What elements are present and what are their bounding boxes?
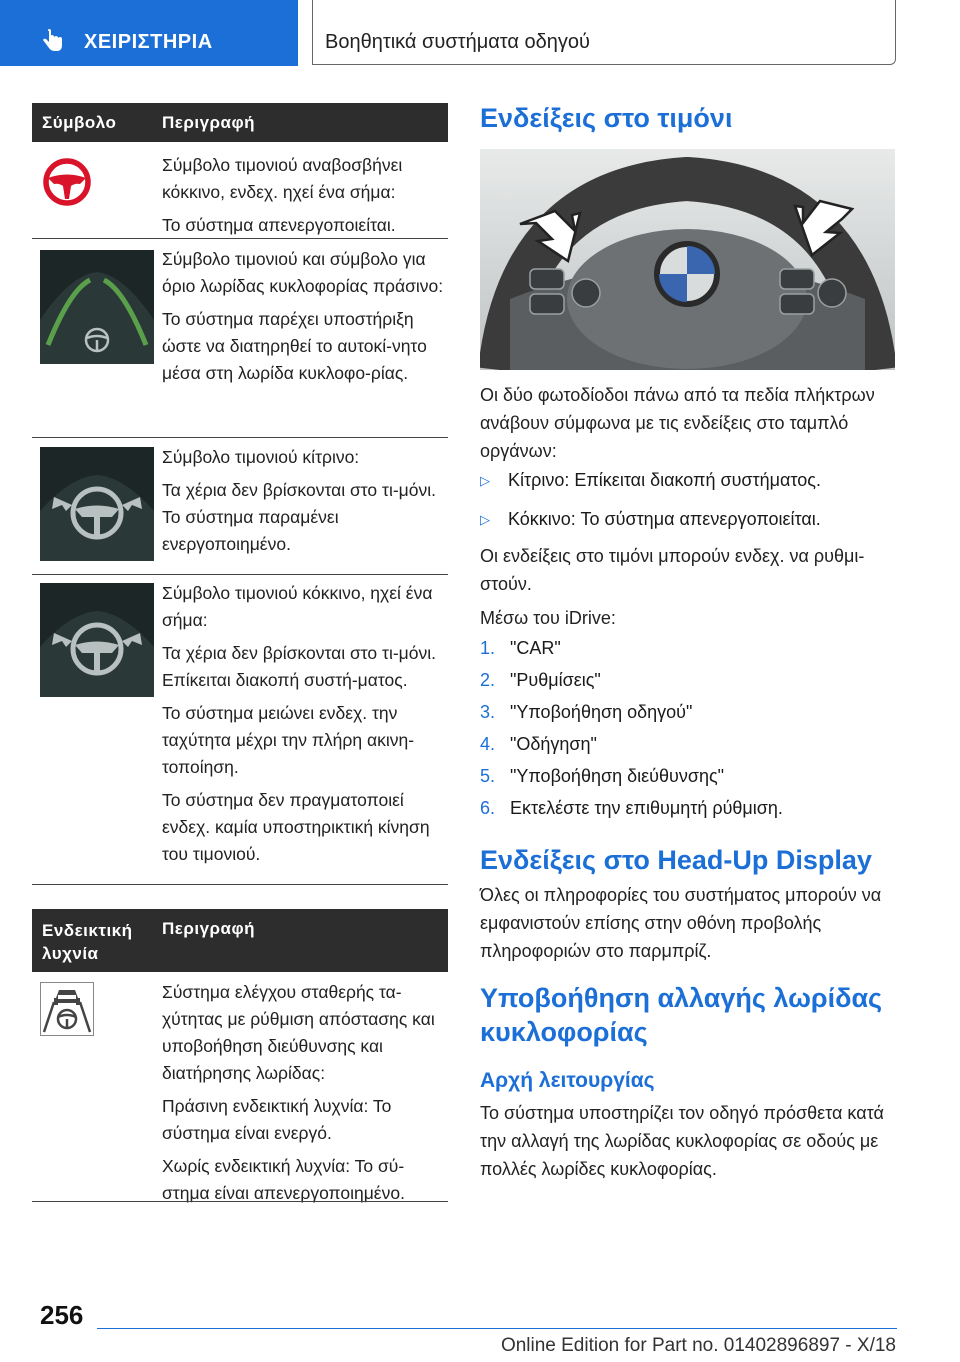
list-item xyxy=(480,505,895,534)
chapter-title: ΧΕΙΡΙΣΤΗΡΙΑ xyxy=(84,31,213,53)
step-item xyxy=(480,634,895,666)
paragraph: Το σύστημα απενεργοποιείται. xyxy=(162,215,396,235)
step-number: 4. xyxy=(480,734,496,754)
step-item xyxy=(480,698,895,730)
step-item xyxy=(480,730,895,762)
paragraph: Το σύστημα παρέχει υποστήριξη ώστε να διατηρηθεί το αυτοκί-νητο μέσα στη λωρίδα κυκλοφο-ρίας. xyxy=(162,309,427,383)
row-divider xyxy=(32,437,448,438)
step-item xyxy=(480,794,895,826)
table1-row3-text xyxy=(162,444,444,564)
step-text: "Ρυθμίσεις" xyxy=(510,670,601,690)
paragraph: Σύμβολο τιμονιού κίτρινο: xyxy=(162,447,360,467)
paragraph: Τα χέρια δεν βρίσκονται στο τι-μόνι. Το σύστημα παραμένει ενεργοποιημένο. xyxy=(162,480,436,554)
page-number: 256 xyxy=(40,1300,84,1330)
hand-pointer-icon xyxy=(40,28,66,54)
steering-wheel-buttons-photo xyxy=(480,149,895,370)
heading-steering-indicators: Ενδείξεις στο τιμόνι xyxy=(480,103,733,133)
step-number: 2. xyxy=(480,670,496,690)
indicator-bullet-list xyxy=(480,460,895,534)
paragraph: Οι ενδείξεις στο τιμόνι μπορούν ενδεχ. να ρυθμι-στούν. xyxy=(480,546,865,594)
paragraph: Σύμβολο τιμονιού και σύμβολο για όριο λωρίδας κυκλοφορίας πράσινο: xyxy=(162,249,444,296)
step-item xyxy=(480,762,895,794)
step-text: "Υποβοήθηση διεύθυνσης" xyxy=(510,766,725,786)
footer-edition: Online Edition for Part no. 01402896897 - X/18 xyxy=(500,1335,896,1356)
table1-row2-text xyxy=(162,246,444,393)
table2-header xyxy=(32,909,448,972)
principle-text xyxy=(480,1099,895,1183)
paragraph: Το σύστημα δεν πραγματοποιεί ενδεχ. καμία υποστηρικτική κίνηση του τιμονιού. xyxy=(162,790,430,864)
hands-off-yellow-image xyxy=(40,447,154,561)
table2-header-description: Περιγραφή xyxy=(162,919,256,938)
row-divider xyxy=(32,574,448,575)
step-text: Εκτελέστε την επιθυμητή ρύθμιση. xyxy=(510,798,783,818)
list-item-text: Κόκκινο: Το σύστημα απενεργοποιείται. xyxy=(508,509,821,529)
paragraph: Το σύστημα υποστηρίζει τον οδηγό πρόσθετα κατά την αλλαγή της λωρίδας κυκλοφορίας σε οδούς με πολλές λωρίδες κυκλοφορίας. xyxy=(480,1103,884,1179)
paragraph: Σύμβολο τιμονιού αναβοσβήνει κόκκινο, ενδεχ. ηχεί ένα σήμα: xyxy=(162,155,403,202)
hands-off-red-image xyxy=(40,583,154,697)
table1-header-symbol: Σύμβολο xyxy=(42,113,117,132)
triangle-bullet-icon: ▷ xyxy=(480,512,490,527)
table1-header-description: Περιγραφή xyxy=(162,113,256,132)
list-item-text: Κίτρινο: Επίκειται διακοπή συστήματος. xyxy=(508,470,821,490)
row-divider xyxy=(32,238,448,239)
steering-intro-text xyxy=(480,381,895,465)
step-number: 6. xyxy=(480,798,496,818)
step-text: "CAR" xyxy=(510,638,561,658)
step-number: 1. xyxy=(480,638,496,658)
paragraph: Πράσινη ενδεικτική λυχνία: Το σύστημα είναι ενεργό. xyxy=(162,1096,392,1143)
steering-wheel-red-icon xyxy=(42,157,92,207)
triangle-bullet-icon: ▷ xyxy=(480,473,490,488)
table1-row1-text xyxy=(162,152,442,245)
paragraph: Μέσω του iDrive: xyxy=(480,608,616,628)
table1-row4-text xyxy=(162,580,444,874)
section-header xyxy=(312,0,896,65)
paragraph: Το σύστημα μειώνει ενδεχ. την ταχύτητα μέχρι την πλήρη ακινη-τοποίηση. xyxy=(162,703,415,777)
step-number: 3. xyxy=(480,702,496,722)
list-item xyxy=(480,466,895,495)
paragraph: Σύστημα ελέγχου σταθερής τα-χύτητας με ρύθμιση απόστασης και υποβοήθηση διεύθυνσης και διατήρησης λωρίδας: xyxy=(162,982,435,1083)
table2-row1-text xyxy=(162,979,444,1213)
paragraph: Οι δύο φωτοδίοδοι πάνω από τα πεδία πλήκτρων ανάβουν σύμφωνα με τις ενδείξεις στο ταμπλό οργάνων: xyxy=(480,385,875,461)
chapter-tab[interactable] xyxy=(0,0,298,66)
heading-principle: Αρχή λειτουργίας xyxy=(480,1069,655,1092)
section-title: Βοηθητικά συστήματα οδηγού xyxy=(325,31,590,53)
adjust-text xyxy=(480,542,895,632)
idrive-steps xyxy=(480,634,895,826)
table1-header xyxy=(32,103,448,142)
footer-divider xyxy=(97,1328,897,1329)
lane-guidance-green-image xyxy=(40,250,154,364)
paragraph: Τα χέρια δεν βρίσκονται στο τι-μόνι. Επίκειται διακοπή συστή-ματος. xyxy=(162,643,436,690)
hud-text xyxy=(480,881,895,965)
row-divider xyxy=(32,1201,448,1202)
heading-head-up-display: Ενδείξεις στο Head-Up Display xyxy=(480,845,872,875)
cruise-lane-assist-icon xyxy=(40,982,94,1036)
heading-lane-change-assist: Υποβοήθηση αλλαγής λωρίδας κυκλοφορίας xyxy=(480,983,883,1047)
step-text: "Υποβοήθηση οδηγού" xyxy=(510,702,693,722)
paragraph: Χωρίς ενδεικτική λυχνία: Το σύ-στημα είναι απενεργοποιημένο. xyxy=(162,1156,405,1203)
row-divider xyxy=(32,884,448,885)
step-text: "Οδήγηση" xyxy=(510,734,597,754)
paragraph: Σύμβολο τιμονιού κόκκινο, ηχεί ένα σήμα: xyxy=(162,583,433,630)
table2-header-indicator: Ενδεικτική λυχνία xyxy=(42,921,133,963)
paragraph: Όλες οι πληροφορίες του συστήματος μπορούν να εμφανιστούν επίσης στην οθόνη προβολής πληροφοριών στο παρμπρίζ. xyxy=(480,885,882,961)
step-item xyxy=(480,666,895,698)
step-number: 5. xyxy=(480,766,496,786)
